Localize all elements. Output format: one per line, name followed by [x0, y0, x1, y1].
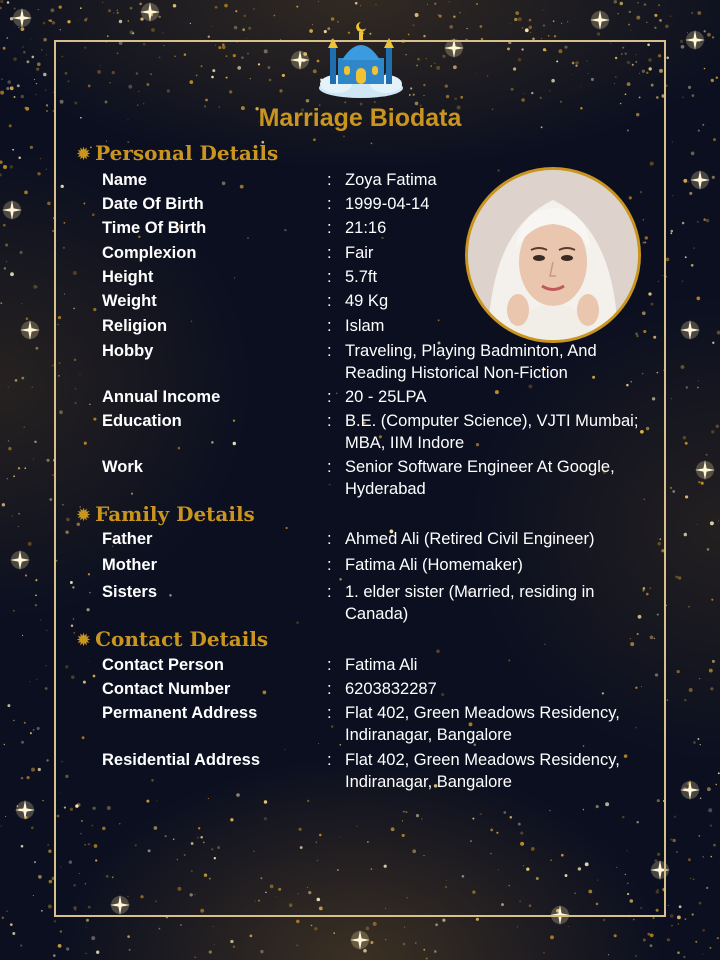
section-heading-text: Family Details	[95, 502, 255, 526]
colon-separator: :	[327, 317, 332, 335]
section-heading	[76, 141, 278, 165]
colon-separator: :	[327, 680, 332, 698]
colon-separator: :	[327, 656, 332, 674]
detail-value: Zoya Fatima	[345, 171, 437, 189]
detail-label: Father	[102, 530, 153, 548]
mosque-icon	[316, 18, 406, 100]
detail-label: Mother	[102, 556, 157, 574]
detail-value: B.E. (Computer Science), VJTI Mumbai; MBA, IIM Indore	[345, 412, 639, 452]
colon-separator: :	[327, 195, 332, 213]
detail-label: Annual Income	[102, 388, 221, 406]
detail-label: Height	[102, 268, 154, 286]
page-title: Marriage Biodata	[258, 104, 462, 132]
section-heading	[76, 627, 268, 651]
colon-separator: :	[327, 268, 332, 286]
detail-label: Education	[102, 412, 182, 430]
colon-separator: :	[327, 704, 332, 722]
detail-label: Work	[102, 458, 143, 476]
detail-label: Sisters	[102, 583, 158, 601]
section-heading	[76, 502, 255, 526]
detail-value: 6203832287	[345, 680, 437, 698]
detail-value: Fatima Ali	[345, 656, 418, 674]
detail-label: Complexion	[102, 244, 197, 262]
detail-label: Contact Person	[102, 656, 224, 674]
detail-label: Permanent Address	[102, 704, 258, 722]
colon-separator: :	[327, 342, 332, 360]
detail-label: Contact Number	[102, 680, 231, 698]
section-heading-text: Contact Details	[95, 627, 269, 651]
detail-value: 21:16	[345, 219, 387, 237]
section-heading-text: Personal Details	[95, 141, 279, 165]
detail-label: Religion	[102, 317, 168, 335]
colon-separator: :	[327, 292, 332, 310]
colon-separator: :	[327, 171, 332, 189]
detail-label: Residential Address	[102, 751, 261, 769]
flower-bullet-icon: ✹	[76, 505, 92, 526]
colon-separator: :	[327, 530, 332, 548]
detail-value: Fair	[345, 244, 374, 262]
detail-value: 49 Kg	[345, 292, 389, 310]
detail-value: 20 - 25LPA	[345, 388, 427, 406]
colon-separator: :	[327, 458, 332, 476]
colon-separator: :	[327, 751, 332, 769]
detail-value: Ahmed Ali (Retired Civil Engineer)	[345, 530, 595, 548]
colon-separator: :	[327, 412, 332, 430]
flower-bullet-icon: ✹	[76, 144, 92, 165]
detail-value: Senior Software Engineer At Google, Hyderabad	[345, 458, 615, 498]
detail-value: Fatima Ali (Homemaker)	[345, 556, 523, 574]
detail-label: Hobby	[102, 342, 154, 360]
colon-separator: :	[327, 219, 332, 237]
detail-label: Date Of Birth	[102, 195, 204, 213]
detail-value: 1999-04-14	[345, 195, 430, 213]
detail-value: 1. elder sister (Married, residing in Canada)	[345, 583, 595, 623]
detail-label: Weight	[102, 292, 157, 310]
detail-value: Islam	[345, 317, 385, 335]
detail-label: Name	[102, 171, 147, 189]
colon-separator: :	[327, 583, 332, 601]
detail-value: Traveling, Playing Badminton, And Reading Historical Non-Fiction	[345, 342, 597, 382]
detail-label: Time Of Birth	[102, 219, 207, 237]
colon-separator: :	[327, 388, 332, 406]
colon-separator: :	[327, 244, 332, 262]
detail-value: Flat 402, Green Meadows Residency, Indiranagar, Bangalore	[345, 751, 620, 791]
detail-value: 5.7ft	[345, 268, 378, 286]
colon-separator: :	[327, 556, 332, 574]
detail-value: Flat 402, Green Meadows Residency, Indiranagar, Bangalore	[345, 704, 620, 744]
flower-bullet-icon: ✹	[76, 630, 92, 651]
